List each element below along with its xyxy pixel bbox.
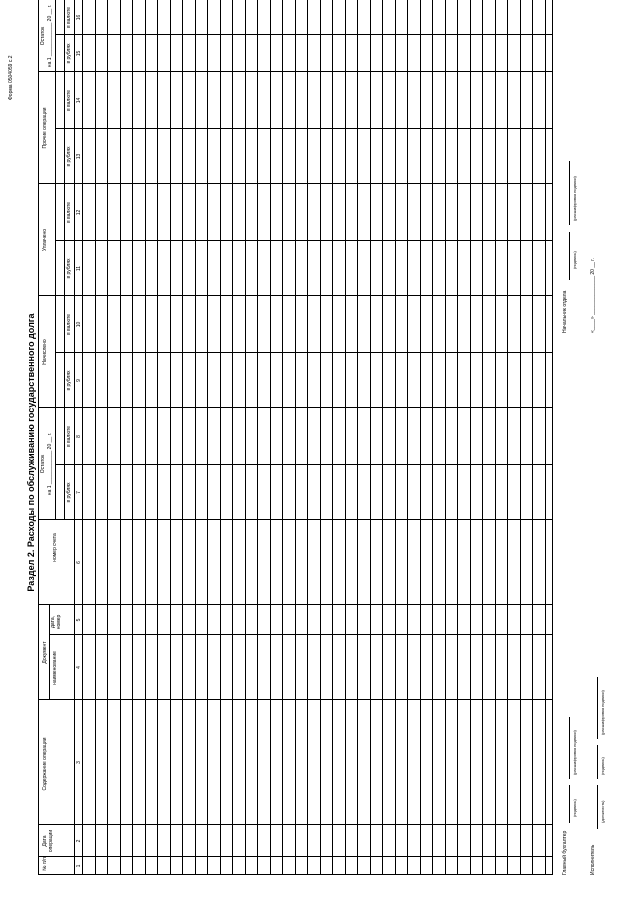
- subheader-rubles: в рублях: [66, 258, 72, 279]
- column-number: 12: [76, 209, 82, 216]
- head-of-department-label: Начальник отдела: [562, 290, 568, 333]
- column-number: 3: [76, 761, 82, 764]
- subheader-currency: в валюте: [66, 426, 72, 447]
- column-number: 7: [76, 491, 82, 494]
- column-number: 4: [76, 666, 82, 669]
- column-number: 6: [76, 561, 82, 564]
- decoding-caption-2: (расшифровка подписи): [600, 690, 605, 735]
- header-doc-date: дата, номер: [50, 614, 62, 630]
- header-accrued: Начислено: [42, 339, 48, 365]
- section-title: Раздел 2. Расходы по обслуживанию государственного долга: [26, 313, 36, 592]
- header-balance-end: Остаток: [40, 26, 46, 46]
- subheader-rubles: в рублях: [66, 146, 72, 167]
- column-number: 8: [76, 435, 82, 438]
- column-number: 2: [76, 839, 82, 843]
- header-balance-start-date: на 1 ____________ 20 __ г.: [47, 432, 53, 496]
- form-code: Форма 0504059 с.2: [8, 55, 14, 100]
- signature-caption: (подпись): [572, 799, 577, 817]
- subheader-rubles: в рублях: [66, 370, 72, 391]
- subheader-currency: в валюте: [66, 7, 72, 28]
- subheader-currency: в валюте: [66, 90, 72, 111]
- header-doc-name: наименование: [52, 651, 58, 685]
- column-number: 9: [76, 379, 82, 382]
- header-date: Дата операции: [42, 829, 54, 853]
- column-number: 5: [76, 618, 82, 622]
- subheader-rubles: в рублях: [66, 43, 72, 64]
- header-other-ops: Прочие операции: [42, 107, 48, 149]
- column-number: 1: [76, 864, 82, 868]
- executor-label: Исполнитель: [590, 844, 596, 875]
- column-number: 14: [76, 97, 82, 104]
- column-number: 10: [76, 321, 82, 328]
- header-balance-end-date: на 1 ____________ 20 __ г.: [47, 4, 53, 68]
- subheader-rubles: в рублях: [66, 482, 72, 503]
- column-number: 16: [76, 14, 82, 21]
- subheader-currency: в валюте: [66, 314, 72, 335]
- date-line: «____» ______________ 20 __ г.: [590, 258, 596, 333]
- signature-caption-3: (подпись): [572, 251, 577, 269]
- chief-accountant-label: Главный бухгалтер: [562, 830, 568, 875]
- decoding-caption-3: (расшифровка подписи): [572, 176, 577, 221]
- header-balance-start: Остаток: [40, 454, 46, 474]
- column-number: 13: [76, 153, 82, 160]
- decoding-caption: (расшифровка подписи): [572, 730, 577, 775]
- signature-caption-2: (подпись): [600, 757, 605, 775]
- column-number: 15: [76, 50, 82, 57]
- header-document: Документ: [42, 641, 48, 664]
- header-num: № п/п: [42, 857, 48, 871]
- position-caption: (должность): [600, 800, 605, 823]
- column-number: 11: [76, 265, 82, 272]
- header-paid: Уплачено: [42, 228, 48, 252]
- header-account: номер счета: [52, 533, 58, 562]
- header-content: Содержание операции: [42, 737, 48, 791]
- subheader-currency: в валюте: [66, 202, 72, 223]
